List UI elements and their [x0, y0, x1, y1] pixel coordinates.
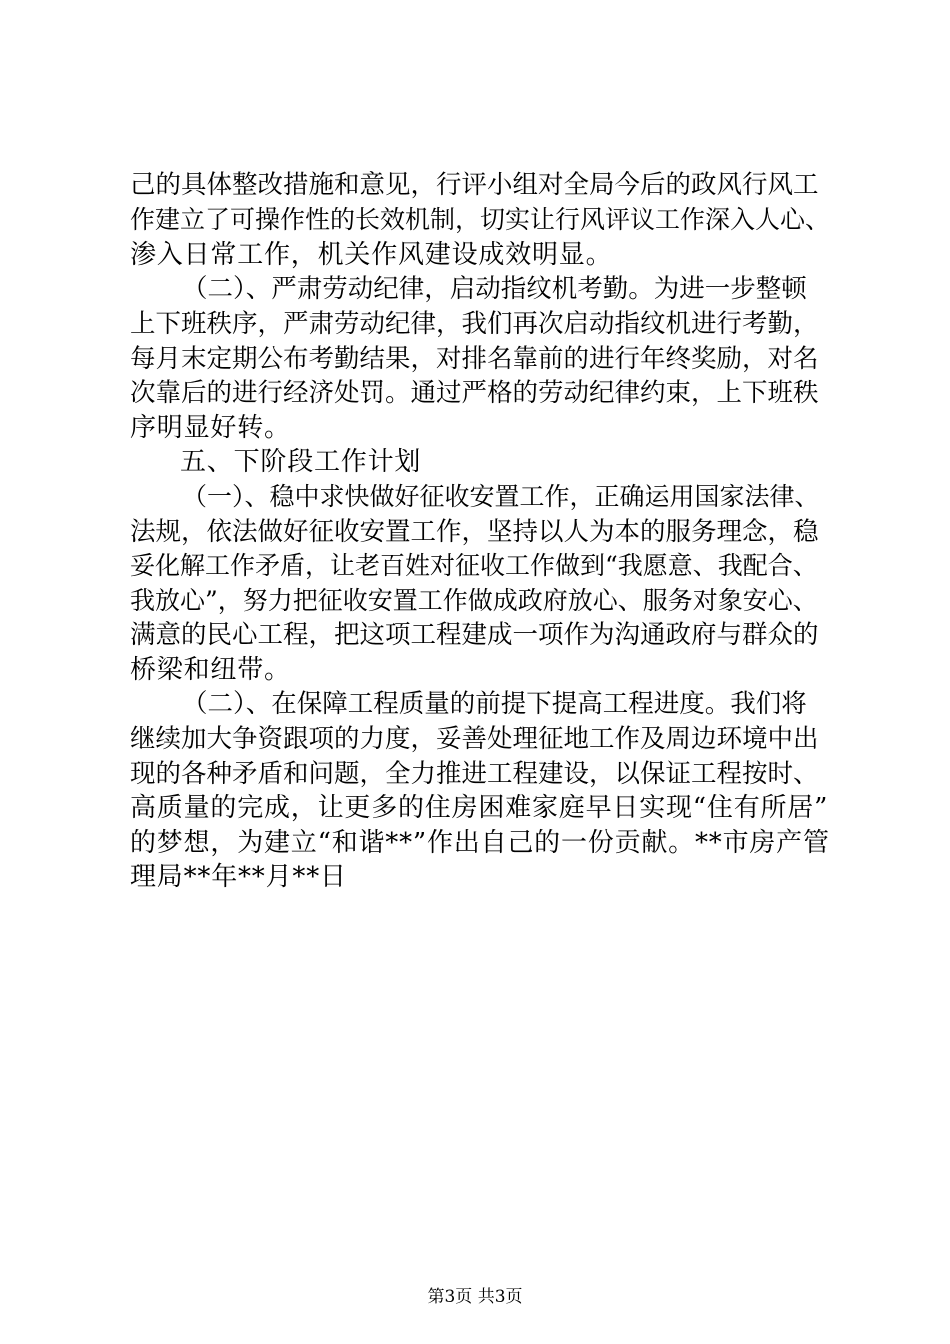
body-line: 每月末定期公布考勤结果，对排名靠前的进行年终奖励，对名: [130, 344, 819, 374]
body-line: 我放心”，努力把征收安置工作做成政府放心、服务对象安心、: [130, 586, 818, 615]
body-line: 次靠后的进行经济处罚。通过严格的劳动纪律约束，上下班秩: [130, 378, 819, 408]
page-number-footer: 第3页 共3页: [427, 1287, 523, 1307]
signature-line: 理局**年**月**日: [130, 862, 347, 892]
body-line: 法规，依法做好征收安置工作，坚持以人为本的服务理念，稳: [130, 517, 819, 547]
body-line: 作建立了可操作性的长效机制，切实让行风评议工作深入人心、: [130, 205, 831, 234]
paragraph-start: （二）、严肃劳动纪律，启动指纹机考勤。为进一步整顿: [182, 274, 807, 304]
body-line: 渗入日常工作，机关作风建设成效明显。: [130, 240, 613, 270]
body-line: 己的具体整改措施和意见，行评小组对全局今后的政风行风工: [130, 170, 819, 200]
body-line: 的梦想，为建立“和谐**”作出自己的一份贡献。**市房产管: [130, 828, 830, 858]
body-line: 满意的民心工程，把这项工程建成一项作为沟通政府与群众的: [130, 620, 819, 650]
body-line: 高质量的完成，让更多的住房困难家庭早日实现“住有所居”: [130, 793, 829, 823]
body-line: 桥梁和纽带。: [130, 655, 291, 685]
body-line: 序明显好转。: [130, 413, 291, 443]
section-heading: 五、下阶段工作计划: [180, 447, 422, 477]
paragraph-start: （二）、在保障工程质量的前提下提高工程进度。我们将: [182, 689, 807, 719]
body-line: 上下班秩序，严肃劳动纪律，我们再次启动指纹机进行考勤，: [130, 309, 819, 339]
body-line: 妥化解工作矛盾，让老百姓对征收工作做到“我愿意、我配合、: [130, 551, 818, 580]
body-line: 继续加大争资跟项的力度，妥善处理征地工作及周边环境中出: [130, 724, 819, 754]
paragraph-start: （一）、稳中求快做好征收安置工作，正确运用国家法律、: [182, 482, 820, 511]
body-line: 现的各种矛盾和问题，全力推进工程建设，以保证工程按时、: [130, 759, 819, 789]
